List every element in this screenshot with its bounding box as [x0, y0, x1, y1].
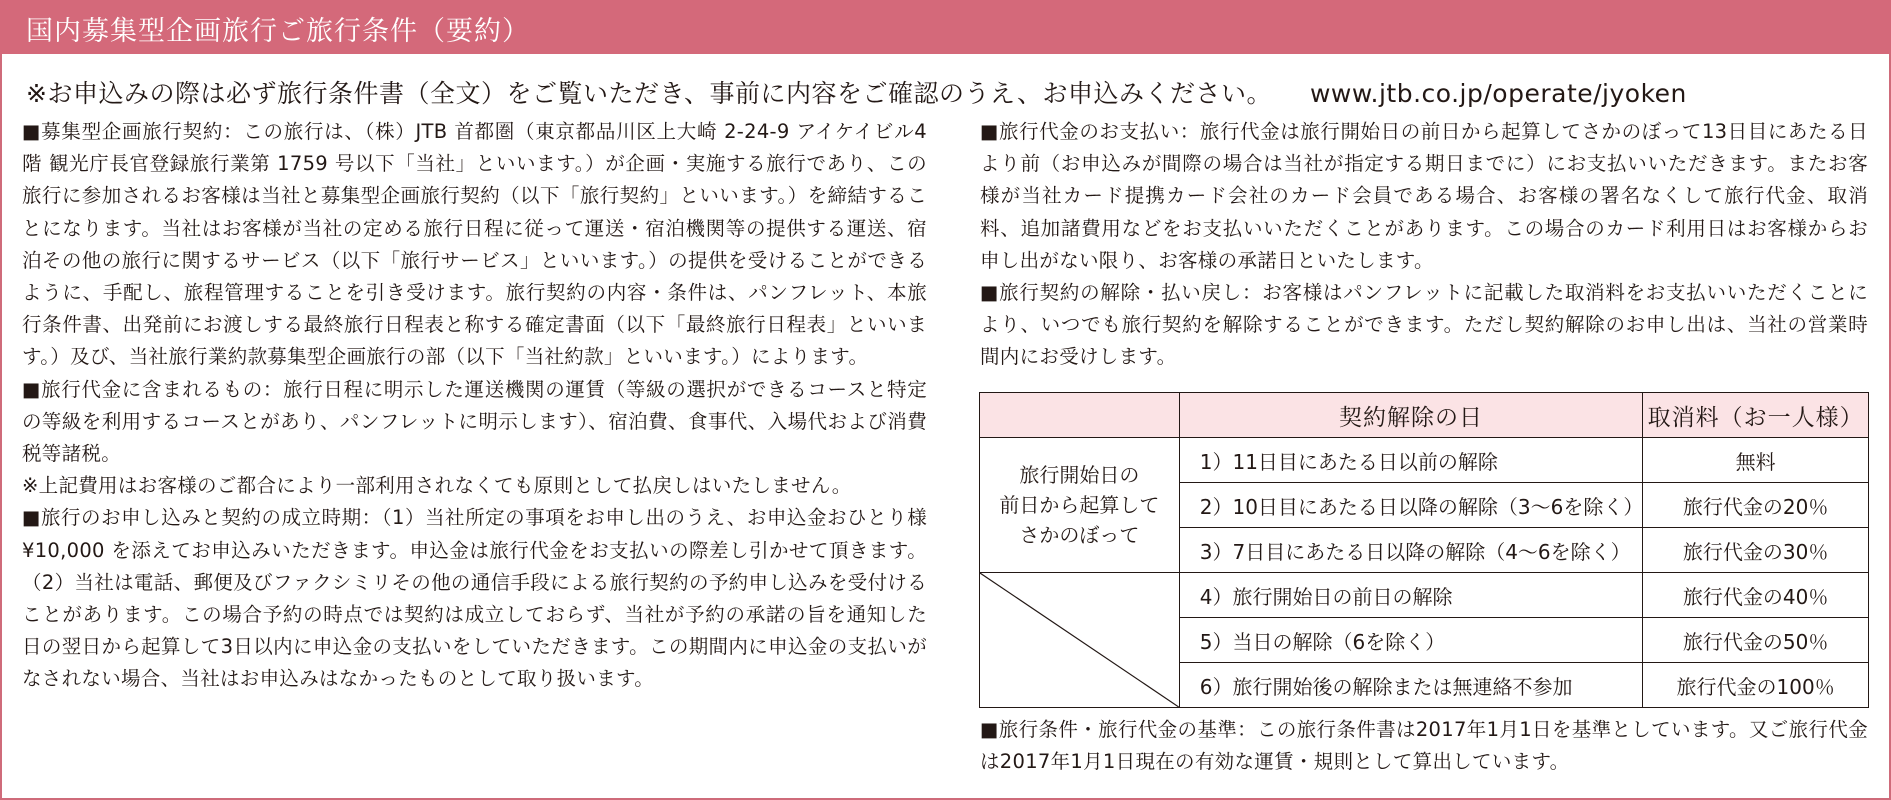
table-header-blank [980, 393, 1180, 438]
paragraph-included-costs: ■旅行代金に含まれるもの：旅行日程に明示した運送機関の運賃（等級の選択ができるコースと特定の等級を利用するコースとがあり、パンフレットに明示します）、宿泊費、食事代、入場代および消費税等諸税。 [22, 377, 927, 466]
table-row-reason: 4）旅行開始日の前日の解除 [1179, 573, 1642, 618]
cancellation-fee-table [979, 392, 1869, 708]
group-label-line: さかのぼって [1019, 523, 1140, 547]
group-label-line: 前日から起算して [999, 493, 1160, 517]
left-column [22, 116, 927, 696]
paragraph-payment: ■旅行代金のお支払い：旅行代金は旅行開始日の前日から起算してさかのぼって13日目にあたる日より前（お申込みが間際の場合は当社が指定する期日までに）にお支払いいただきます。またお客様が当社カード提携カード会社のカード会員である場合、お客様の署名なくして旅行代金、取消料、追加諸費用などをお支払いいただくことがあります。この場合のカード利用日はお客様からお申し出がない限り、お客様の承諾日といたします。 [980, 120, 1868, 272]
paragraph-cancellation: ■旅行契約の解除・払い戻し：お客様はパンフレットに記載した取消料をお支払いいただくことにより、いつでも旅行契約を解除することができます。ただし契約解除のお申し出は、当社の営業時間内にお受けします。 [980, 281, 1868, 369]
table-row-fee: 旅行代金の30％ [1643, 528, 1869, 573]
table-row-fee: 旅行代金の40％ [1643, 573, 1869, 618]
table-header-fee: 取消料（お一人様） [1643, 393, 1869, 438]
table-row-fee: 旅行代金の20％ [1643, 483, 1869, 528]
terms-url-link[interactable]: www.jtb.co.jp/operate/jyoken [1309, 79, 1687, 108]
table-row-fee: 旅行代金の100％ [1643, 663, 1869, 708]
notice-text: ※お申込みの際は必ず旅行条件書（全文）をご覧いただき、事前に内容をご確認のうえ、お申込みください。 [26, 79, 1272, 108]
table-row-reason: 1）11日目にあたる日以前の解除 [1179, 438, 1642, 483]
table-row-reason: 2）10日目にあたる日以降の解除（3〜6を除く） [1179, 483, 1642, 528]
paragraph-basis: ■旅行条件・旅行代金の基準：この旅行条件書は2017年1月1日を基準としています。又ご旅行代金は2017年1月1日現在の有効な運賃・規則として算出しています。 [980, 718, 1868, 774]
table-row-reason: 5）当日の解除（6を除く） [1179, 618, 1642, 663]
group-label-line: 旅行開始日の [1019, 463, 1140, 487]
table-row-fee: 旅行代金の50％ [1643, 618, 1869, 663]
conditions-basis [980, 714, 1868, 778]
table-header-date: 契約解除の日 [1179, 393, 1642, 438]
table-diagonal-cell [980, 573, 1180, 708]
table-group-label [980, 438, 1180, 573]
paragraph-contract: ■募集型企画旅行契約：この旅行は、（株）JTB 首都圏（東京都品川区上大崎 2-24-9 アイケイビル4階 観光庁長官登録旅行業第 1759 号以下「当社」といいます。）が企画・実施する旅行であり、この旅行に参加されるお客様は当社と募集型企画旅行契約（以下「旅行契約」といいます。）を締結することになります。当社はお客様が当社の定める旅行日程に従って運送・宿泊機関等の提供する運送、宿泊その他の旅行に関するサービス（以下「旅行サービス」といいます。）の提供を受けることができるように、手配し、旅程管理することを引き受けます。旅行契約の内容・条件は、パンフレット、本旅行条件書、出発前にお渡しする最終旅行日程表と称する確定書面（以下「最終旅行日程表」といいます。）及び、当社旅行業約款募集型企画旅行の部（以下「当社約款」といいます。）によります。 [22, 120, 927, 369]
right-column [980, 116, 1868, 374]
paragraph-application: ■旅行のお申し込みと契約の成立時期：（1）当社所定の事項をお申し出のうえ、お申込金おひとり様¥10,000 を添えてお申込みいただきます。申込金は旅行代金をお支払いの際差し引かせて頂きます。（2）当社は電話、郵便及びファクシミリその他の通信手段による旅行契約の予約申し込みを受付けることがあります。この場合予約の時点では契約は成立しておらず、当社が予約の承諾の旨を通知した日の翌日から起算して3日以内に申込金の支払いをしていただきます。この期間内に申込金の支払いがなされない場合、当社はお申込みはなかったものとして取り扱います。 [22, 506, 927, 691]
paragraph-no-refund-note: ※上記費用はお客様のご都合により一部利用されなくても原則として払戻しはいたしません。 [22, 474, 852, 498]
table-row-reason: 6）旅行開始後の解除または無連絡不参加 [1179, 663, 1642, 708]
diagonal-line-icon [980, 573, 1179, 707]
notice-line [26, 74, 1866, 110]
table-row-fee: 無料 [1643, 438, 1869, 483]
title-bar [0, 0, 1891, 54]
page-title: 国内募集型企画旅行ご旅行条件（要約） [26, 16, 530, 47]
table-row-reason: 3）7日目にあたる日以降の解除（4〜6を除く） [1179, 528, 1642, 573]
